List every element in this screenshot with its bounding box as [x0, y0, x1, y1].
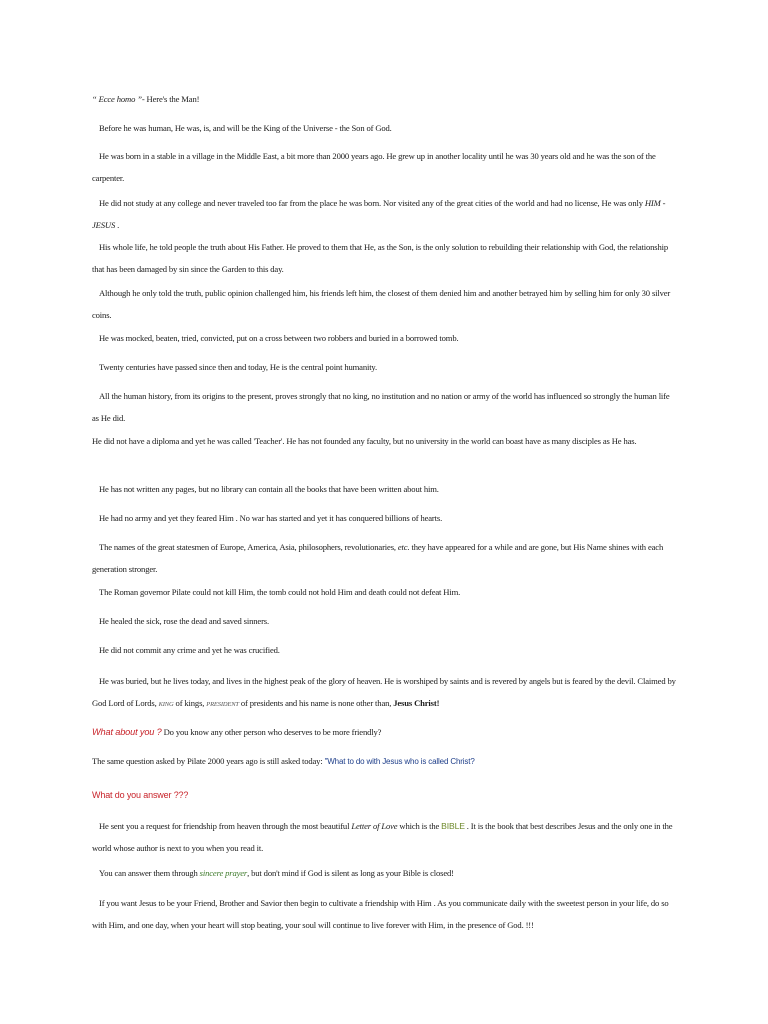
of-kings-text: of kings, — [173, 698, 207, 708]
paragraph-mocked: He was mocked, beaten, tried, convicted, put on a cross between two robbers and buried in a borrowed tomb. — [99, 333, 459, 343]
paragraph-no-army: He had no army and yet they feared Him . No war has started and yet it has conquered billions of hearts. — [99, 513, 443, 523]
ecce-homo-quote: “ Ecce homo ” — [92, 94, 142, 104]
sincere-prayer-text: sincere prayer — [199, 868, 248, 878]
buried-text: He was buried, but he lives today, and lives in the highest peak of the glory of heaven. He is worshiped by saints and is revered by angels but is feared by the devil. Claimed by God Lord of Lords, — [92, 676, 676, 708]
what-do-you-answer-heading: What do you answer ??? — [92, 790, 189, 800]
paragraph-before-human: Before he was human, He was, is, and will be the King of the Universe - the Son of God. — [99, 123, 392, 133]
statesmen-text: The names of the great statesmen of Europe, America, Asia, philosophers, revolutionaries, — [99, 542, 398, 552]
paragraph-no-college — [92, 192, 678, 236]
king-text: KING — [158, 701, 174, 708]
jesus-christ-text: Jesus Christ! — [393, 698, 440, 708]
friendship-end: . It is the book that best describes Jesus and the only one in the world whose author is next to you when you read it. — [92, 821, 673, 853]
no-college-end: . — [115, 220, 120, 230]
paragraph-diploma: He did not have a diploma and yet he was called 'Teacher'. He has not founded any faculty, but no university in the world can boast have as many disciples as He has. — [92, 436, 637, 446]
paragraph-friendship-request — [92, 815, 678, 859]
paragraph-whole-life: His whole life, he told people the truth about His Father. He proved to them that He, as the Son, is the only solution to rebuilding their relationship with God, the relationship that has been damaged by sin since the Garden to this day. — [92, 242, 669, 274]
which-is-text: which is the — [397, 821, 442, 831]
paragraph-pilate: The Roman governor Pilate could not kill Him, the tomb could not hold Him and death could not defeat Him. — [99, 587, 461, 597]
paragraph-buried-lives — [92, 670, 678, 716]
paragraph-statesmen — [92, 536, 678, 580]
paragraph-if-you-want: If you want Jesus to be your Friend, Brother and Savior then begin to cultivate a friendship with Him . As you communicate daily with the sweetest person in your life, do so with Him, and one day, when your heart will stop beating, your soul will continue to live forever with Him, in the presence of God. !!! — [92, 898, 669, 930]
no-college-text: He did not study at any college and never traveled too far from the place he was born. Nor visited any of the great cities of the world and had no license, He was only — [99, 198, 645, 208]
paragraph-born-stable: He was born in a stable in a village in the Middle East, a bit more than 2000 years ago. He grew up in another locality until he was 30 years old and he was the son of the carpenter. — [92, 151, 656, 183]
what-about-you-heading: What about you ? — [92, 727, 162, 737]
pilate-question-intro: The same question asked by Pilate 2000 years ago is still asked today: — [92, 756, 325, 766]
of-presidents-text: of presidents and his name is none other than, — [238, 698, 394, 708]
etc-text: etc. — [397, 542, 410, 552]
prayer-end: , but don't mind if God is silent as long as your Bible is closed! — [247, 868, 454, 878]
paragraph-crucified: He did not commit any crime and yet he was crucified. — [99, 645, 280, 655]
what-about-you-question: Do you know any other person who deserves to be more friendly? — [161, 727, 382, 737]
paragraph-sincere-prayer — [92, 862, 678, 884]
pilate-question-quote: "What to do with Jesus who is called Christ? — [324, 757, 475, 766]
him-jesus-text: HIM - JESUS — [92, 198, 666, 230]
letter-of-love-text: Letter of Love — [351, 821, 398, 831]
ecce-homo-translation: - Here's the Man! — [141, 94, 200, 104]
paragraph-what-about-you — [92, 721, 678, 743]
statesmen-end: they have appeared for a while and are gone, but His Name shines with each generation stronger. — [92, 542, 664, 574]
prayer-intro: You can answer them through — [99, 868, 200, 878]
bible-text: BIBLE — [441, 821, 465, 831]
paragraph-no-pages: He has not written any pages, but no library can contain all the books that have been written about him. — [99, 484, 439, 494]
paragraph-ecce-homo — [92, 88, 678, 110]
paragraph-what-do-you-answer — [92, 784, 678, 806]
paragraph-pilate-question — [92, 750, 678, 773]
paragraph-healed: He healed the sick, rose the dead and saved sinners. — [99, 616, 269, 626]
paragraph-twenty-centuries: Twenty centuries have passed since then and today, He is the central point humanity. — [99, 362, 378, 372]
president-text: PRESIDENT — [206, 701, 239, 708]
friendship-text: He sent you a request for friendship from heaven through the most beautiful — [99, 821, 352, 831]
paragraph-truth-challenged: Although he only told the truth, public opinion challenged him, his friends left him, the closest of them denied him and another betrayed him by selling him for only 30 silver coins. — [92, 288, 671, 320]
paragraph-human-history: All the human history, from its origins to the present, proves strongly that no king, no institution and no nation or army of the world has influenced so strongly the human life as He did. — [92, 391, 670, 423]
